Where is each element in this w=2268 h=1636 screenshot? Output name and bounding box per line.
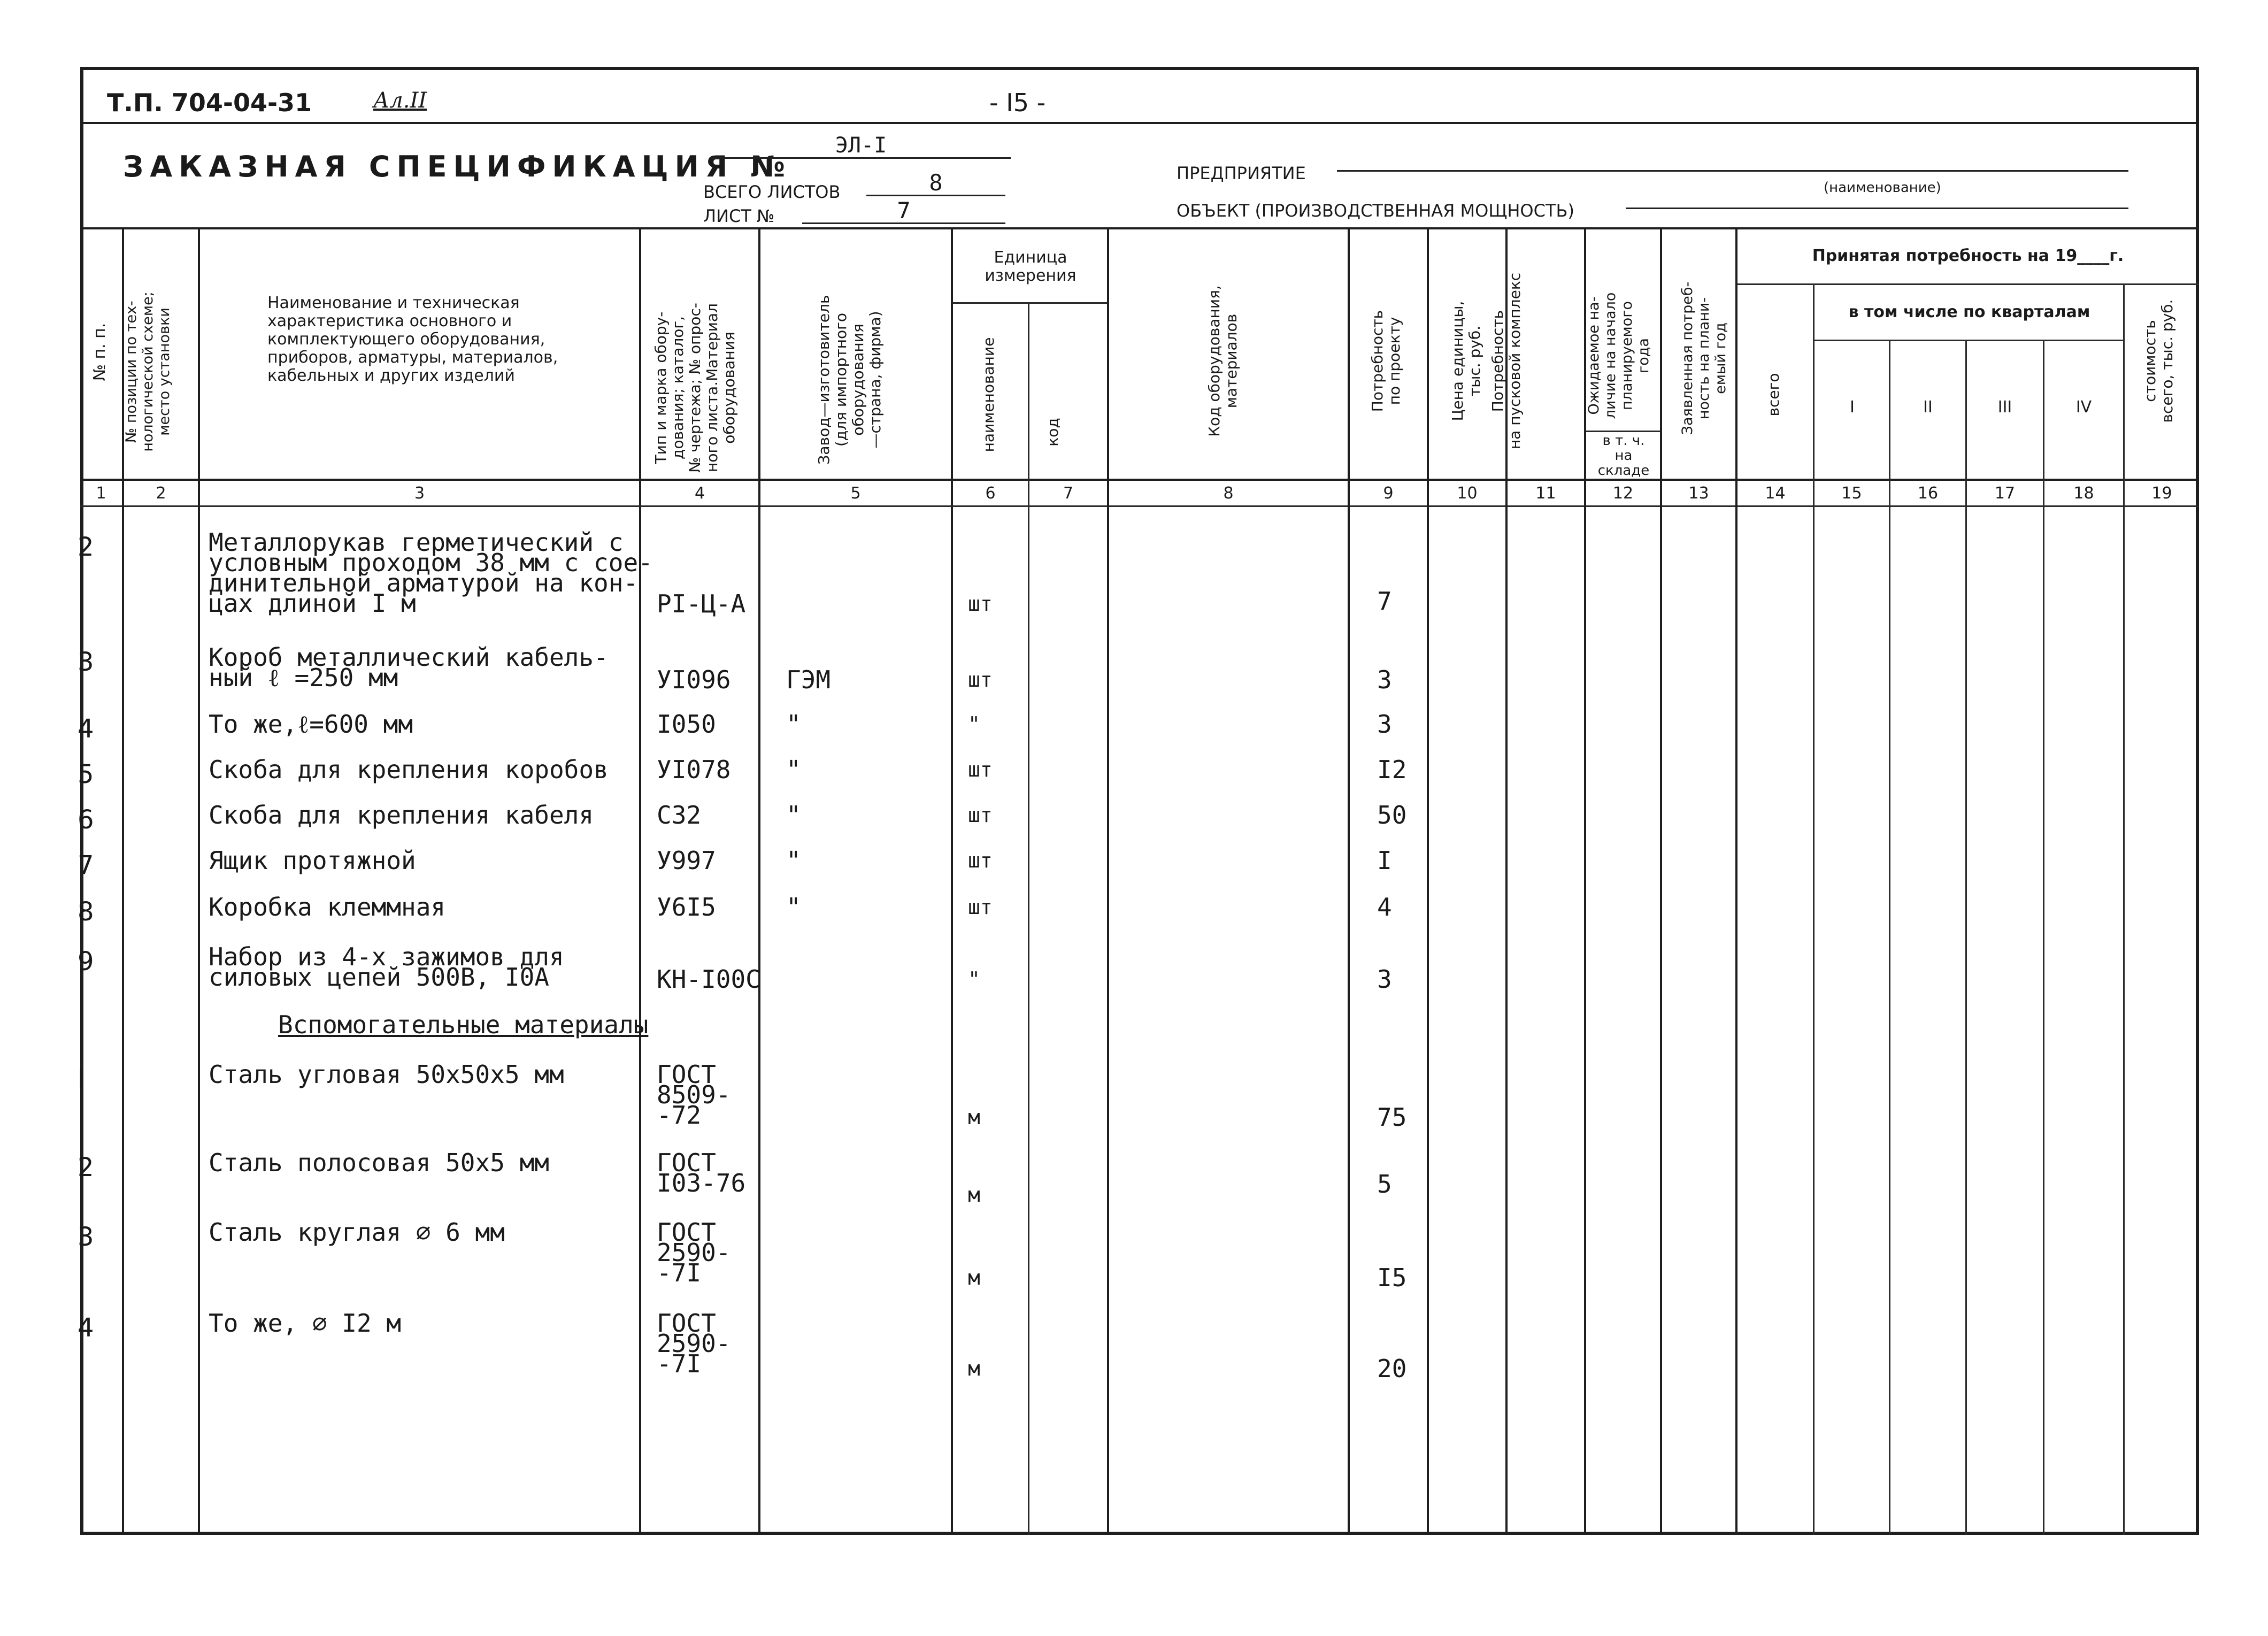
item-name: Скоба для крепления кабеля: [209, 801, 594, 829]
col-line: [2123, 283, 2125, 1535]
item-name: То же, ∅ I2 м: [209, 1309, 402, 1338]
col-number: 4: [694, 484, 705, 503]
col-number: 16: [1917, 484, 1939, 503]
accepted-group-line: [1735, 283, 2199, 285]
item-type: У6I5: [657, 893, 716, 921]
form-title: ЗАКАЗНАЯ СПЕЦИФИКАЦИЯ №: [123, 150, 792, 183]
total-sheets-value: 8: [866, 171, 1005, 196]
col-header-q3: III: [1997, 398, 2012, 417]
item-unit: шт: [968, 895, 993, 919]
item-name: Набор из 4-х зажимов для силовых цепей 500В, I0А: [209, 942, 564, 992]
item-maker: ": [786, 893, 801, 921]
col-number: 11: [1535, 484, 1556, 503]
item-type: I050: [657, 710, 716, 739]
item-name: Короб металлический кабель- ный ℓ =250 мм: [209, 643, 609, 692]
row-number: 3: [78, 647, 94, 677]
col-line: [198, 227, 200, 1535]
col-header-12-sub: в т. ч. на складе: [1597, 433, 1650, 479]
col-header-4: Тип и марка обору- дования; каталог, № чертежа; № опрос- ного листа.Материал оборудования: [652, 303, 738, 473]
item-unit: шт: [968, 592, 993, 616]
col-number: 12: [1612, 484, 1634, 503]
enterprise-field: [1337, 170, 2128, 172]
colnum-bottom-line: [80, 505, 2199, 507]
header-divider: [80, 122, 2199, 124]
row-number: I: [78, 1064, 86, 1094]
doc-code: Т.П. 704-04-31: [107, 88, 312, 117]
item-maker: ": [786, 755, 801, 784]
row-number: 5: [78, 759, 94, 789]
col-number: 15: [1841, 484, 1862, 503]
col-header-2: № позиции по тех- нологической схеме; место установки: [123, 291, 173, 452]
page-number: - I5 -: [989, 88, 1046, 117]
accepted-group-header: Принятая потребность на 19____г.: [1812, 247, 2124, 265]
col-header-q2: II: [1923, 398, 1933, 417]
col-line: [1889, 340, 1890, 1535]
enterprise-label: ПРЕДПРИЯТИЕ: [1177, 163, 1306, 183]
item-qty: 3: [1377, 665, 1392, 694]
col-header-19: стоимость всего, тыс. руб.: [2141, 299, 2176, 423]
item-type: УI078: [657, 755, 731, 784]
col-header-3: Наименование и техническая характеристика основного и комплектующего оборудования, приборов, арматуры, материалов, кабельных и других изделий: [267, 294, 558, 385]
col-header-6: наименование: [980, 337, 997, 452]
item-qty: I5: [1377, 1263, 1407, 1292]
item-unit: м: [968, 1357, 980, 1380]
item-name: Металлорукав герметический с условным проходом 38 мм с сое- динительной арматурой на кон- цах длиной I м: [209, 528, 653, 618]
col-number: 7: [1063, 484, 1074, 503]
item-name: Скоба для крепления коробов: [209, 755, 609, 784]
item-qty: 75: [1377, 1103, 1407, 1132]
col-number: 14: [1765, 484, 1786, 503]
item-qty: 5: [1377, 1170, 1392, 1199]
item-type: С32: [657, 801, 702, 829]
col-line: [951, 227, 953, 1535]
item-qty: 4: [1377, 893, 1392, 921]
item-qty: 7: [1377, 587, 1392, 616]
row-number: 6: [78, 805, 94, 835]
col-header-12: Ожидаемое на- личие на начало планируемого года: [1586, 292, 1652, 419]
enterprise-hint: (наименование): [1824, 180, 1941, 196]
col-number: 1: [96, 484, 106, 503]
item-unit: м: [968, 1266, 980, 1289]
col-header-8: Код оборудования, материалов: [1205, 285, 1240, 437]
col-header-9: Потребность по проекту: [1369, 310, 1403, 412]
spec-number: ЭЛ-I: [711, 134, 1011, 159]
col-number: 5: [850, 484, 861, 503]
item-unit: м: [968, 1183, 980, 1207]
row-number: 2: [78, 1153, 94, 1182]
item-qty: I2: [1377, 755, 1407, 784]
col-line: [639, 227, 641, 1535]
object-label: ОБЪЕКТ (ПРОИЗВОДСТВЕННАЯ МОЩНОСТЬ): [1177, 201, 1574, 221]
item-maker: ГЭМ: [786, 665, 831, 694]
col-line: [1107, 227, 1109, 1535]
item-unit: шт: [968, 668, 993, 692]
item-name: Сталь полосовая 50х5 мм: [209, 1148, 549, 1177]
col-line: [1813, 283, 1815, 1535]
item-type: УI096: [657, 665, 731, 694]
col-number: 18: [2073, 484, 2094, 503]
col-line: [1348, 227, 1350, 1535]
col-number: 17: [1994, 484, 2016, 503]
item-name: То же,ℓ=600 мм: [209, 710, 413, 739]
row-number: 8: [78, 897, 94, 927]
table-top-line: [80, 227, 2199, 229]
col-header-q4: IV: [2075, 398, 2092, 417]
col-header-q1: I: [1850, 398, 1855, 417]
item-qty: 3: [1377, 965, 1392, 994]
object-field: [1626, 208, 2128, 209]
item-type: У997: [657, 846, 716, 875]
col-header-14: всего: [1765, 373, 1782, 417]
col-line: [1735, 227, 1737, 1535]
col-header-10: Цена единицы, тыс. руб.: [1449, 301, 1483, 421]
col-header-5: Завод—изготовитель (для импортного оборудования —страна, фирма): [815, 295, 884, 465]
col-number: 19: [2151, 484, 2172, 503]
col-line: [758, 227, 760, 1535]
item-unit: шт: [968, 849, 993, 872]
unit-group-header: Единица измерения: [985, 248, 1077, 285]
row-number: 2: [78, 532, 94, 562]
item-type: PI-Ц-А: [657, 589, 746, 618]
item-name: Сталь угловая 50х50х5 мм: [209, 1060, 564, 1089]
row-number: 4: [78, 1313, 94, 1343]
col-header-13: Заявленная потреб- ность на плани- емый год: [1679, 281, 1729, 435]
row-number: 7: [78, 850, 94, 880]
quarters-group-line: [1813, 340, 2123, 341]
row-number: 4: [78, 714, 94, 744]
row-number: 9: [78, 947, 94, 977]
item-unit: ": [968, 967, 980, 991]
row-number: 3: [78, 1222, 94, 1252]
item-type: ГОСТ 8509- -72: [657, 1060, 731, 1130]
col-line: [1965, 340, 1967, 1535]
col-header-7: код: [1044, 418, 1062, 447]
col-number: 13: [1688, 484, 1709, 503]
col-number: 3: [414, 484, 425, 503]
album-number: Ал.II: [373, 88, 427, 113]
item-name: Сталь круглая ∅ 6 мм: [209, 1218, 505, 1247]
item-qty: I: [1377, 846, 1392, 875]
item-type: КН-I00С: [657, 965, 760, 994]
item-name: Коробка клеммная: [209, 893, 446, 921]
item-type: ГОСТ 2590- -7I: [657, 1309, 731, 1378]
item-unit: шт: [968, 803, 993, 827]
item-maker: ": [786, 710, 801, 739]
col-number: 6: [985, 484, 996, 503]
col-header-1: № п. п.: [90, 322, 109, 381]
item-maker: ": [786, 846, 801, 875]
col-line: [2043, 340, 2044, 1535]
item-unit: м: [968, 1105, 980, 1129]
sheet-value: 7: [802, 199, 1005, 224]
item-maker: ": [786, 801, 801, 829]
item-qty: 20: [1377, 1354, 1407, 1383]
item-qty: 3: [1377, 710, 1392, 739]
col-number: 10: [1457, 484, 1478, 503]
col-line: [1660, 227, 1662, 1535]
item-type: ГОСТ I03-76: [657, 1148, 746, 1197]
item-type: ГОСТ 2590- -7I: [657, 1218, 731, 1287]
col-number: 8: [1223, 484, 1234, 503]
header-bottom-line: [80, 479, 2199, 481]
col-header-11: Потребность на пусковой комплекс: [1489, 272, 1524, 450]
section-aux-heading: Вспомогательные материалы: [278, 1010, 649, 1039]
sheet-label: ЛИСТ №: [703, 206, 775, 226]
col-number: 9: [1383, 484, 1394, 503]
item-name: Ящик протяжной: [209, 846, 416, 875]
item-unit: ": [968, 712, 980, 736]
total-sheets-label: ВСЕГО ЛИСТОВ: [703, 182, 841, 202]
col-number: 2: [156, 484, 166, 503]
item-unit: шт: [968, 758, 993, 781]
col-line: [1427, 227, 1429, 1535]
quarters-group-header: в том числе по кварталам: [1848, 303, 2090, 321]
item-qty: 50: [1377, 801, 1407, 829]
